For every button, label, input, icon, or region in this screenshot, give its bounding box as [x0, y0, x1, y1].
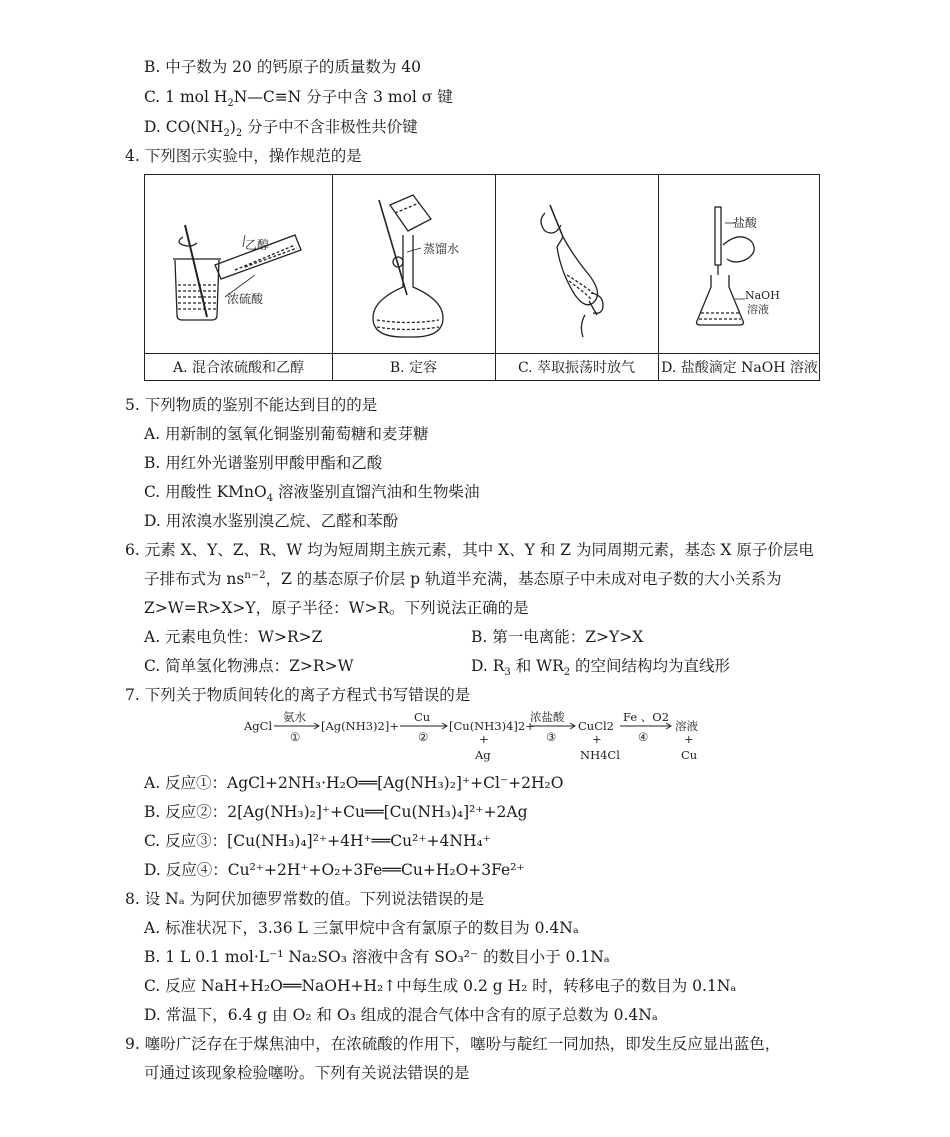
q5-option-c: C. 用酸性 KMnO$_4$ 溶液鉴别直馏汽油和生物柴油 [144, 483, 480, 505]
separatory-funnel-illustration [541, 205, 603, 337]
q3-c-text: C. 1 mol H [144, 88, 228, 106]
scheme-plus3: + [684, 732, 694, 746]
q6-d-text: D. R [471, 657, 505, 675]
scheme-r2: Cu [414, 710, 431, 724]
q7-option-c: C. 反应③：[Cu(NH₃)₄]²⁺+4H⁺══Cu²⁺+4NH₄⁺ [144, 832, 491, 850]
q6-d-tail: 的空间结构均为直线形 [570, 657, 731, 675]
scheme-n1: ① [290, 730, 301, 744]
q8-option-c: C. 反应 NaH+H₂O══NaOH+H₂↑中每生成 0.2 g H₂ 时，转移电子的数目为 0.1Nₐ [144, 977, 737, 995]
q5-c-text: C. 用酸性 KMnO [144, 483, 267, 501]
label-hcl: 盐酸 [733, 216, 758, 230]
q6-superscript: n−2 [244, 569, 266, 581]
q6-stem-line1: 6. 元素 X、Y、Z、R、W 均为短周期主族元素，其中 X、Y 和 Z 为同周期元素，基态 X 原子价层电 [125, 541, 814, 559]
q5-option-b: B. 用红外光谱鉴别甲酸甲酯和乙酸 [144, 454, 383, 472]
scheme-r3: 浓盐酸 [530, 710, 565, 724]
q6-line2-text: 子排布式为 ns [144, 570, 245, 588]
reaction-scheme [240, 710, 710, 768]
label-ethanol: 乙醇 [245, 238, 270, 252]
q7-option-d: D. 反应④：Cu²⁺+2H⁺+O₂+3Fe══Cu+H₂O+3Fe²⁺ [144, 861, 525, 879]
q9-stem-line1: 9. 噻吩广泛存在于煤焦油中，在浓硫酸的作用下，噻吩与靛红一同加热，即发生反应显出蓝色， [125, 1035, 781, 1053]
q6-option-b: B. 第一电离能：Z>Y>X [471, 628, 644, 646]
q8-option-d: D. 常温下，6.4 g 由 O₂ 和 O₃ 组成的混合气体中含有的原子总数为 0.4Nₐ [144, 1006, 658, 1024]
label-water: 蒸馏水 [423, 242, 460, 256]
scheme-r1: 氨水 [283, 710, 306, 724]
q6-option-d: D. $R_3$ 和 $WR_2$ 的空间结构均为直线形 [471, 657, 731, 679]
apparatus-drawings [145, 175, 821, 353]
q3-d-tail: 分子中不含非极性共价键 [242, 118, 418, 136]
scheme-p4: 溶液 [675, 719, 698, 733]
q8-option-a: A. 标准状况下，3.36 L 三氯甲烷中含有氯原子的数目为 0.4Nₐ [144, 919, 579, 937]
caption-b: B. 定容 [389, 360, 438, 376]
scheme-plus1: + [479, 732, 489, 746]
scheme-plus2: + [592, 732, 602, 746]
scheme-n2: ② [418, 730, 429, 744]
scheme-r4: Fe 、O2 [623, 710, 670, 724]
q7-stem: 7. 下列关于物质间转化的离子方程式书写错误的是 [125, 686, 471, 704]
q8-stem: 8. 设 Nₐ 为阿伏加德罗常数的值。下列说法错误的是 [125, 890, 485, 908]
caption-c: C. 萃取振荡时放气 [517, 360, 636, 376]
q7-option-a: A. 反应①：AgCl+2NH₃·H₂O══[Ag(NH₃)₂]⁺+Cl⁻+2H₂O [144, 774, 564, 792]
scheme-n3: ③ [546, 730, 557, 744]
q4-figure-table [144, 174, 820, 381]
q7-option-b: B. 反应②：2[Ag(NH₃)₂]⁺+Cu══[Cu(NH₃)₄]²⁺+2Ag [144, 803, 528, 821]
q3-option-c: C. 1 mol $H_2N—C\equiv N$ 分子中含 3 mol σ 键 [144, 88, 453, 110]
q5-c-tail: 溶液鉴别直馏汽油和生物柴油 [273, 483, 480, 501]
q6-option-a: A. 元素电负性：W>R>Z [144, 628, 323, 646]
q4-stem: 4. 下列图示实验中，操作规范的是 [125, 147, 362, 165]
q6-d-mid: 和 WR [510, 657, 564, 675]
q6-line2-tail: ，Z 的基态原子价层 p 轨道半充满，基态原子中未成对电子数的大小关系为 [265, 570, 782, 588]
scheme-p1: [Ag(NH3)2]+ [321, 719, 399, 733]
scheme-p2: [Cu(NH3)4]2+ [449, 719, 535, 733]
q9-stem-line2: 可通过该现象检验噻吩。下列有关说法错误的是 [144, 1064, 470, 1082]
q3-d-text: D. CO(NH [144, 118, 224, 136]
q6-stem-line3: Z>W=R>X>Y，原子半径：W>R。下列说法正确的是 [144, 599, 529, 617]
q3-option-b: B. 中子数为 20 的钙原子的质量数为 40 [144, 58, 421, 76]
q6-option-c: C. 简单氢化物沸点：Z>R>W [144, 657, 354, 675]
label-h2so4: 浓硫酸 [227, 292, 264, 306]
scheme-cu: Cu [681, 748, 698, 762]
label-naoh: NaOH [745, 289, 780, 302]
scheme-ag: Ag [475, 748, 491, 762]
scheme-n4: ④ [638, 730, 649, 744]
label-naoh-solution: 溶液 [747, 303, 769, 316]
q6-stem-line2 [144, 569, 782, 589]
scheme-p3: CuCl2 [578, 719, 614, 733]
scheme-nh4cl: NH4Cl [580, 748, 620, 762]
q5-option-d: D. 用浓溴水鉴别溴乙烷、乙醛和苯酚 [144, 512, 399, 530]
q3-option-d: D. $CO(NH_2)_2$ 分子中不含非极性共价键 [144, 118, 418, 140]
caption-d: D. 盐酸滴定 NaOH 溶液 [661, 360, 818, 376]
q3-c-tail: N—C≡N 分子中含 3 mol σ 键 [233, 88, 453, 106]
scheme-agcl: AgCl [244, 719, 273, 733]
caption-a: A. 混合浓硫酸和乙醇 [172, 360, 304, 376]
q5-stem: 5. 下列物质的鉴别不能达到目的的是 [125, 396, 378, 414]
volumetric-flask-illustration [373, 195, 443, 337]
q8-option-b: B. 1 L 0.1 mol·L⁻¹ Na₂SO₃ 溶液中含有 SO₃²⁻ 的数目小于 0.1Nₐ [144, 948, 610, 966]
q5-option-a: A. 用新制的氢氧化铜鉴别葡萄糖和麦芽糖 [144, 425, 429, 443]
